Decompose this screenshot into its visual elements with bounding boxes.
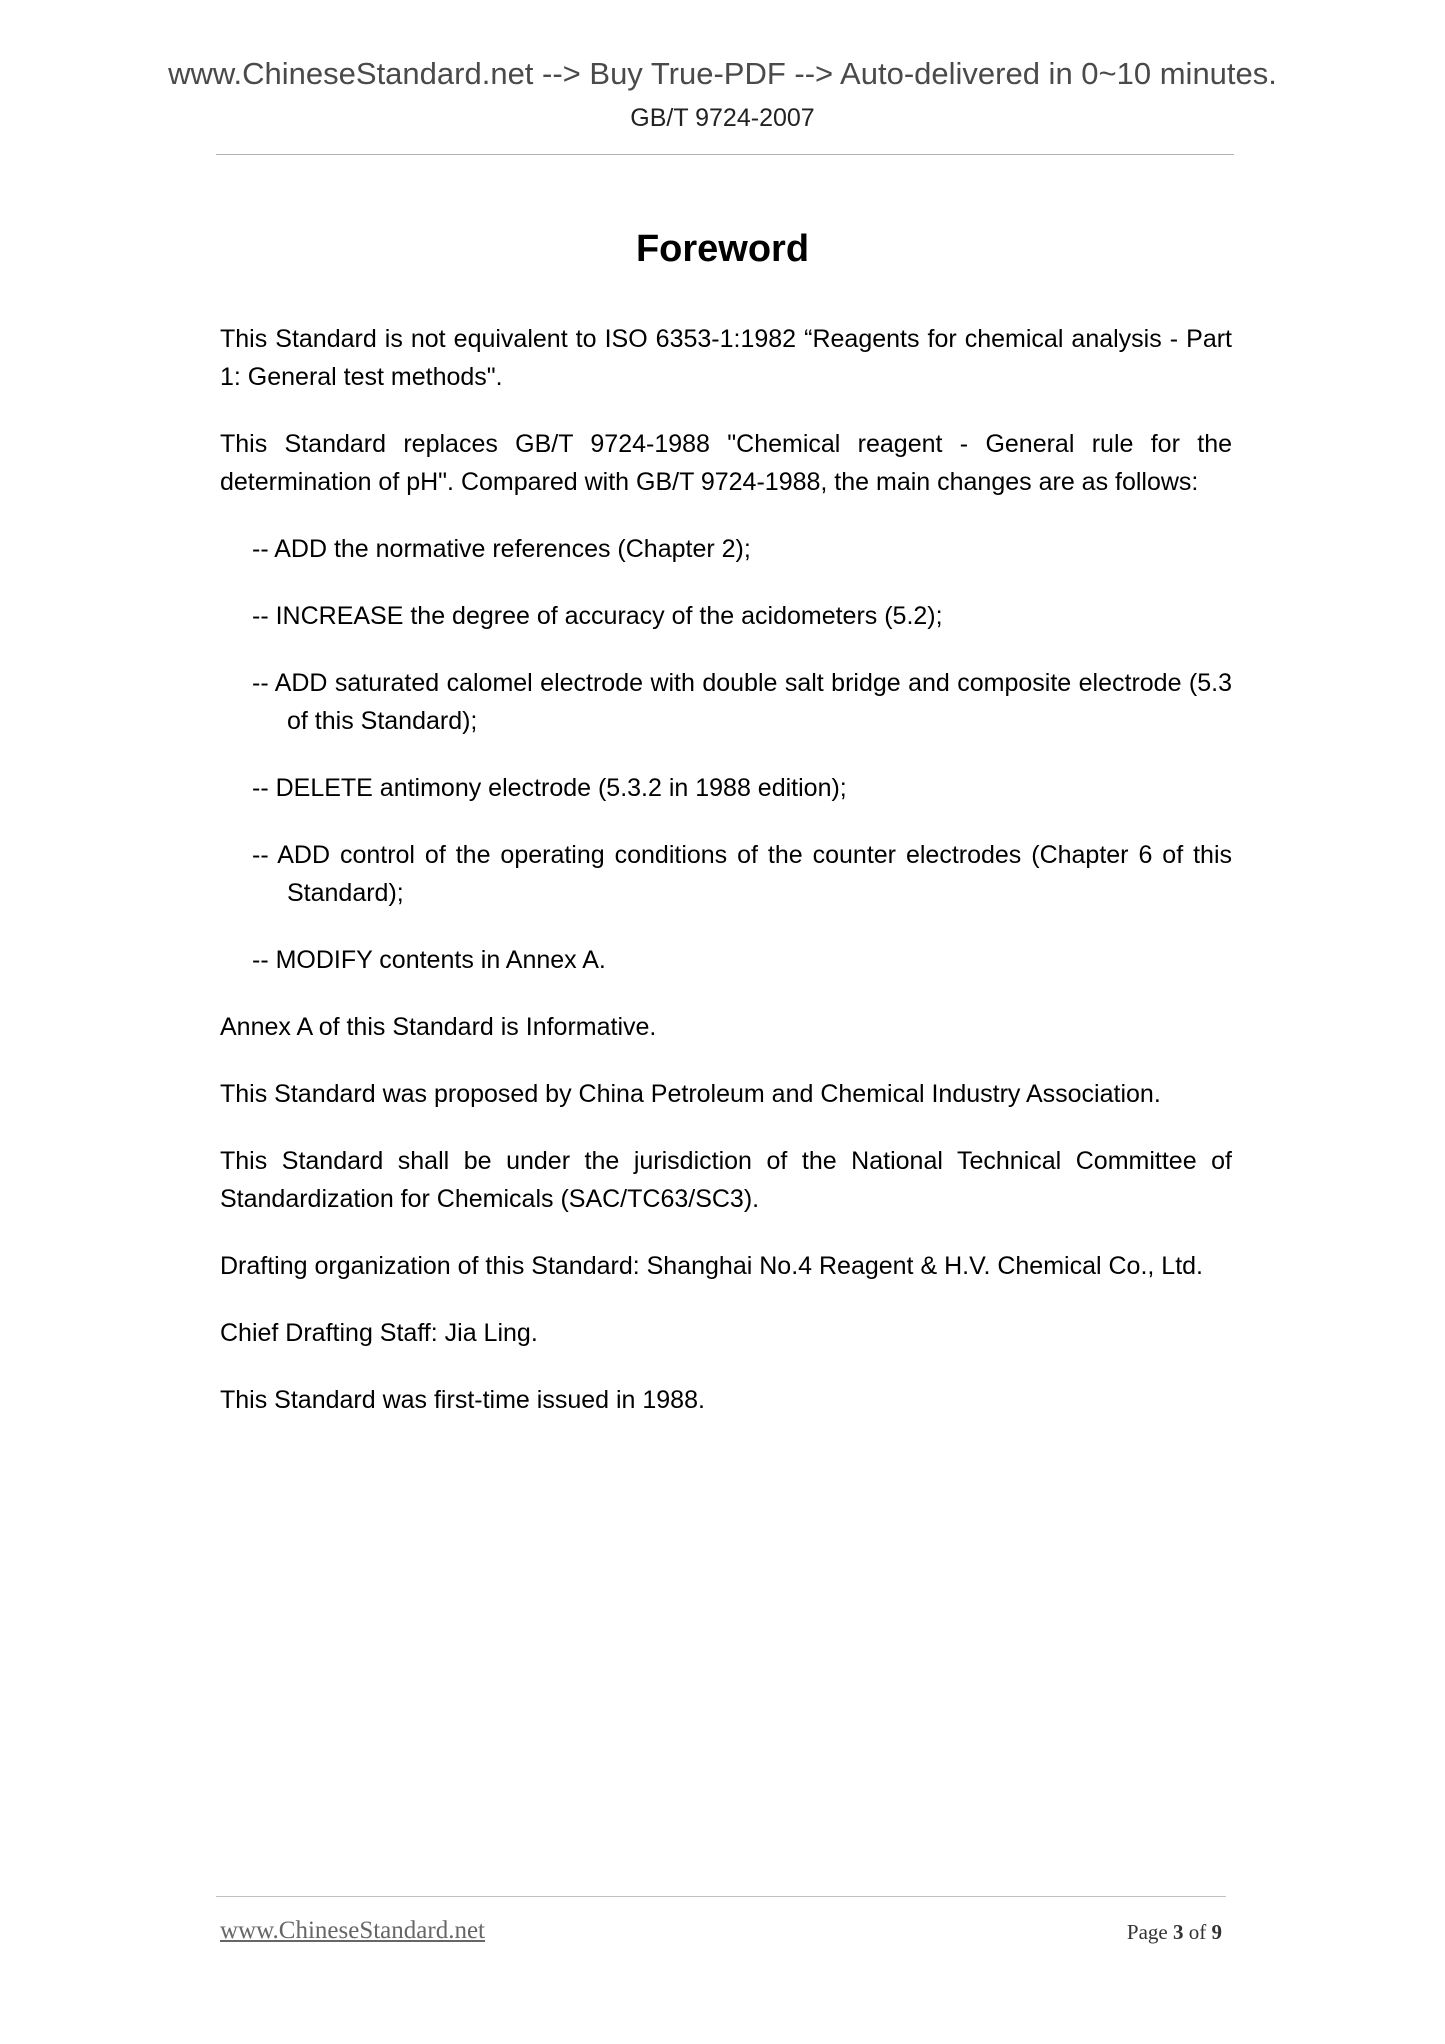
footer-divider bbox=[216, 1896, 1226, 1897]
page-number bbox=[1127, 1922, 1222, 1943]
paragraph: This Standard shall be under the jurisdiction of the National Technical Committee of Standardization for Chemicals (SAC/TC63/SC3). bbox=[220, 1147, 1232, 1213]
standard-id: GB/T 9724-2007 bbox=[630, 104, 815, 132]
footer-website-link[interactable]: www.ChineseStandard.net bbox=[220, 1917, 485, 1944]
page-of-label: of bbox=[1183, 1920, 1212, 1944]
page-title: Foreword bbox=[635, 228, 810, 270]
page-current: 3 bbox=[1173, 1920, 1184, 1944]
change-item: -- MODIFY contents in Annex A. bbox=[252, 946, 606, 974]
paragraph: This Standard is not equivalent to ISO 6353-1:1982 “Reagents for chemical analysis - Part 1: General test methods". bbox=[220, 325, 1232, 391]
paragraph: Drafting organization of this Standard: Shanghai No.4 Reagent & H.V. Chemical Co., Ltd. bbox=[220, 1252, 1203, 1280]
change-item: -- DELETE antimony electrode (5.3.2 in 1988 edition); bbox=[252, 774, 847, 802]
paragraph: This Standard replaces GB/T 9724-1988 "Chemical reagent - General rule for the determination of pH". Compared with GB/T 9724-1988, the main changes are as follows: bbox=[220, 430, 1232, 496]
paragraph: Chief Drafting Staff: Jia Ling. bbox=[220, 1319, 538, 1347]
page-label: Page bbox=[1126, 1920, 1173, 1944]
page-total: 9 bbox=[1211, 1920, 1222, 1944]
paragraph: Annex A of this Standard is Informative. bbox=[220, 1013, 657, 1041]
change-item: -- INCREASE the degree of accuracy of the acidometers (5.2); bbox=[252, 602, 943, 630]
change-item: -- ADD the normative references (Chapter 2); bbox=[252, 535, 751, 563]
header-banner: www.ChineseStandard.net --> Buy True-PDF --> Auto-delivered in 0~10 minutes. bbox=[168, 56, 1277, 91]
document-body bbox=[220, 320, 1232, 1448]
header-divider bbox=[216, 154, 1234, 155]
change-item: -- ADD control of the operating conditions of the counter electrodes (Chapter 6 of this Standard); bbox=[252, 841, 1232, 907]
paragraph: This Standard was first-time issued in 1988. bbox=[220, 1386, 705, 1414]
paragraph: This Standard was proposed by China Petroleum and Chemical Industry Association. bbox=[220, 1080, 1161, 1108]
change-item: -- ADD saturated calomel electrode with double salt bridge and composite electrode (5.3 of this Standard); bbox=[252, 669, 1232, 735]
